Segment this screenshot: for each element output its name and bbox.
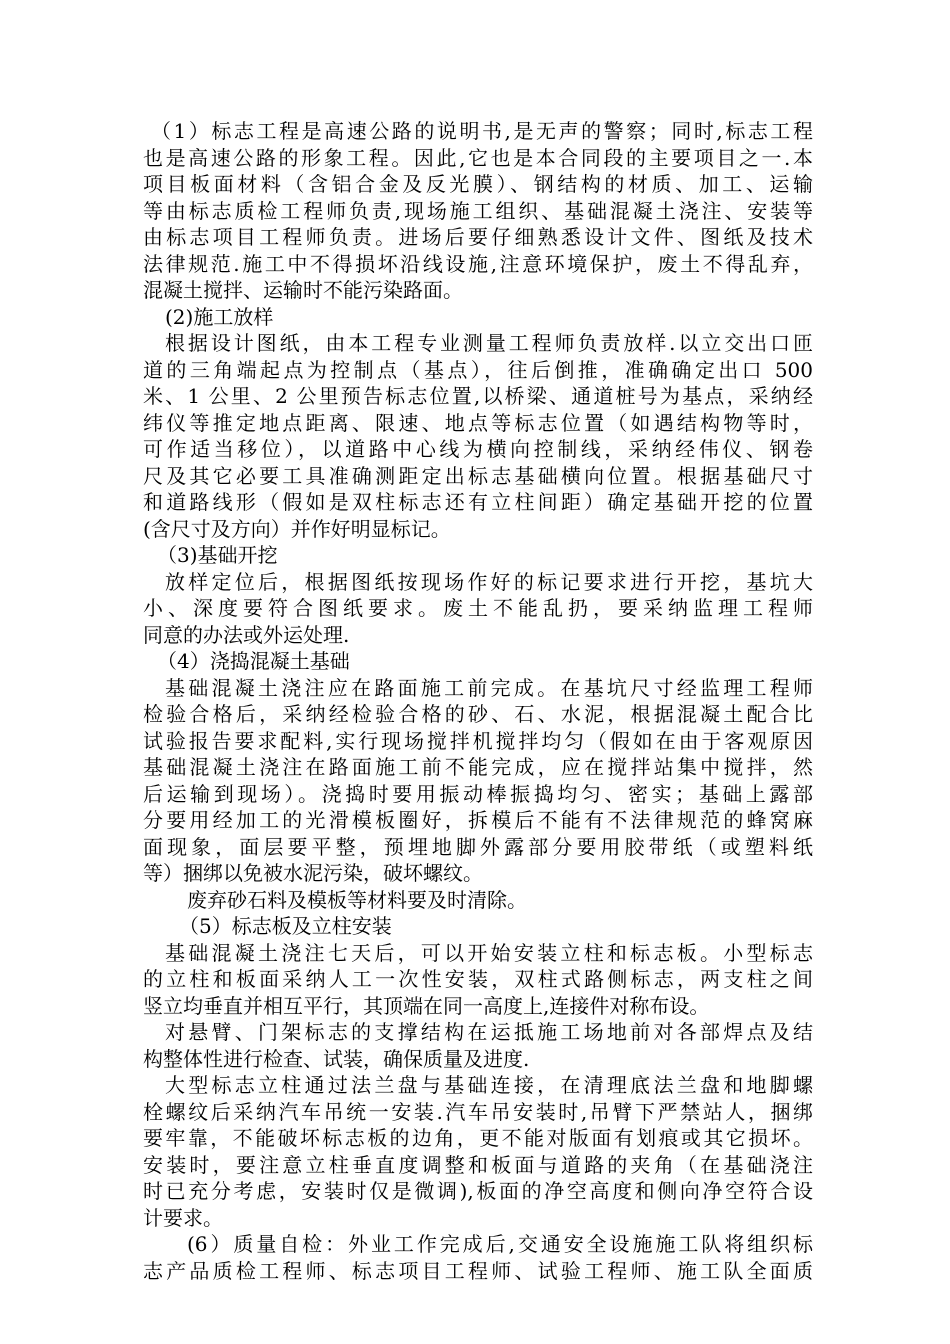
text-line: 等由标志质检工程师负责,现场施工组织、基础混凝土浇注、安装等	[143, 198, 813, 223]
text-line: 基础混凝土浇注在路面施工前不能完成，应在搅拌站集中搅拌，然	[143, 755, 813, 779]
text-line: 安装时，要注意立柱垂直度调整和板面与道路的夹角（在基础浇注	[143, 1152, 813, 1177]
text-line: 小、深度要符合图纸要求。废土不能乱扔，要采纳监理工程师	[143, 596, 813, 620]
text-line: 根据设计图纸，由本工程专业测量工程师负责放样.以立交出口匝	[165, 331, 813, 355]
text-line: 也是高速公路的形象工程。因此,它也是本合同段的主要项目之一.本	[143, 145, 813, 170]
text-line: 时已充分考虑，安装时仅是微调),板面的净空高度和侧向净空符合设	[143, 1179, 813, 1203]
text-line: 尺及其它必要工具准确测距定出标志基础横向位置。根据基础尺寸	[143, 463, 813, 488]
text-line: 可作适当移位），以道路中心线为横向控制线，采纳经伟仪、钢卷	[143, 437, 813, 461]
text-line: 基础混凝土浇注应在路面施工前完成。在基坑尺寸经监理工程师	[165, 675, 813, 700]
text-line: 对悬臂、门架标志的支撑结构在运抵施工场地前对各部焊点及结	[165, 1020, 813, 1044]
text-line: 法律规范.施工中不得损坏沿线设施,注意环境保护，废土不得乱弃，	[143, 251, 813, 276]
text-line: 检验合格后，采纳经检验合格的砂、石、水泥，根据混凝土配合比	[143, 702, 813, 726]
text-line: (含尺寸及方向）并作好明显标记。	[143, 516, 451, 541]
text-line: 栓螺纹后采纳汽车吊统一安装.汽车吊安装时,吊臂下严禁站人，捆绑	[143, 1099, 813, 1124]
text-line: 放样定位后，根据图纸按现场作好的标记要求进行开挖，基坑大	[165, 569, 813, 594]
text-line: （5）标志板及立柱安装	[179, 914, 392, 938]
text-line: 纬仪等推定地点距离、限速、地点等标志位置（如遇结构物等时，	[143, 410, 813, 435]
text-line: 等）捆绑以免被水泥污染，破坏螺纹。	[143, 861, 483, 885]
text-line: （1）标志工程是高速公路的说明书,是无声的警察；同时,标志工程	[151, 119, 813, 143]
text-line: 要牢靠，不能破坏标志板的边角，更不能对版面有划痕或其它损坏。	[143, 1126, 813, 1150]
text-line: 废弃砂石料及模板等材料要及时清除。	[187, 887, 527, 912]
text-line: 后运输到现场）。浇捣时要用振动棒振捣均匀、密实；基础上露部	[143, 781, 813, 806]
text-line: 同意的办法或外运处理.	[143, 622, 350, 647]
text-line: (6）质量自检：外业工作完成后,交通安全设施施工队将组织标	[187, 1232, 813, 1256]
text-line: 分要用经加工的光滑模板圈好，拆模后不能有不法律规范的蜂窝麻	[143, 808, 813, 832]
text-line: 构整体性进行检查、试装，确保质量及进度.	[143, 1046, 530, 1071]
text-line: 试验报告要求配料,实行现场搅拌机搅拌均匀（假如在由于客观原因	[143, 728, 813, 753]
text-line: 道的三角端起点为控制点（基点），往后倒推，准确确定出口 500	[143, 357, 813, 382]
text-line: 的立柱和板面采纳人工一次性安装，双柱式路侧标志，两支柱之间	[143, 967, 813, 991]
text-line: 混凝土搅拌、运输时不能污染路面。	[143, 278, 463, 302]
text-line: （3)基础开挖	[157, 543, 278, 567]
text-line: 志产品质检工程师、标志项目工程师、试验工程师、施工队全面质	[143, 1258, 813, 1283]
text-line: 和道路线形（假如是双柱标志还有立柱间距）确定基础开挖的位置	[143, 490, 813, 514]
document-body	[143, 118, 813, 1284]
text-line: 计要求。	[143, 1205, 223, 1230]
text-line: 由标志项目工程师负责。进场后要仔细熟悉设计文件、图纸及技术	[143, 225, 813, 249]
text-line: 大型标志立柱通过法兰盘与基础连接，在清理底法兰盘和地脚螺	[165, 1073, 813, 1097]
text-line: 面现象，面层要平整，预埋地脚外露部分要用胶带纸（或塑料纸	[143, 834, 813, 859]
text-line: 基础混凝土浇注七天后，可以开始安装立柱和标志板。小型标志	[165, 940, 813, 965]
text-line: 米、1 公里、2 公里预告标志位置,以桥梁、通道桩号为基点，采纳经	[143, 384, 813, 408]
text-line: (2)施工放样	[165, 304, 274, 329]
text-line: 竖立均垂直并相互平行，其顶端在同一高度上,连接件对称布设。	[143, 993, 710, 1018]
text-line: （4）浇捣混凝土基础	[157, 649, 350, 673]
text-line: 项目板面材料（含铝合金及反光膜）、钢结构的材质、加工、运输	[143, 172, 813, 196]
